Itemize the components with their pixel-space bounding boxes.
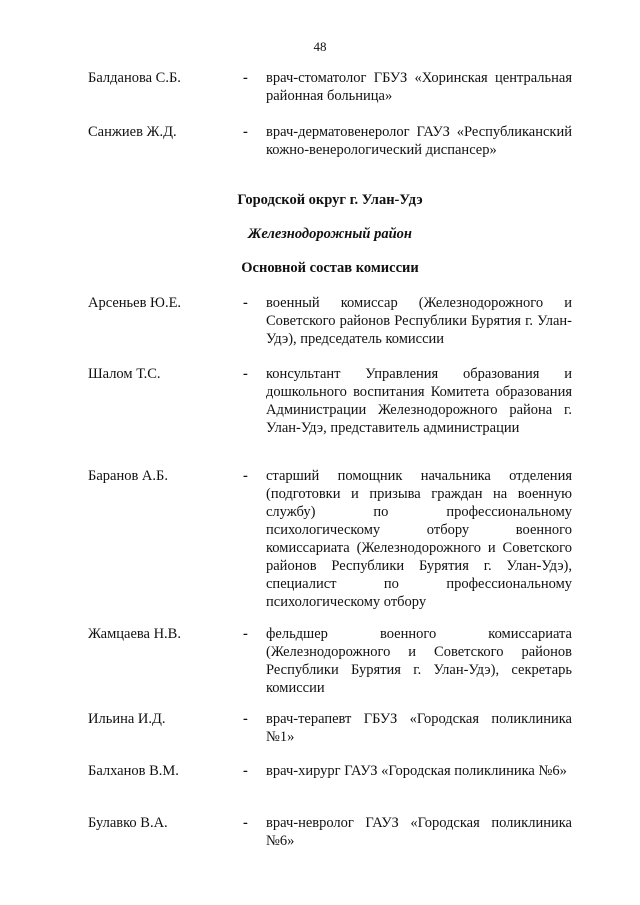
member-name: Ильина И.Д. [88, 711, 166, 727]
composition-heading: Основной состав комиссии [241, 260, 419, 276]
member-name: Арсеньев Ю.Е. [88, 295, 182, 311]
member-dash: - [243, 763, 248, 779]
member-dash: - [243, 626, 248, 642]
member-name: Баранов А.Б. [88, 468, 168, 484]
member-description: старший помощник начальника отделения (подготовки и призыва граждан на военную службу) по профессиональному психологическому отбору военного комиссариата (Железнодорожного и Советского районов Республики Бурятия г. Улан-Удэ), специалист по профессиональному психологическому отбору [266, 468, 572, 610]
member-dash: - [243, 124, 248, 140]
member-dash: - [243, 815, 248, 831]
member-dash: - [243, 468, 248, 484]
member-name: Шалом Т.С. [88, 366, 161, 382]
member-description: врач-терапевт ГБУЗ «Городская поликлиника №1» [266, 711, 572, 745]
district-heading: Городской округ г. Улан-Удэ [237, 192, 423, 208]
member-name: Балханов В.М. [88, 763, 179, 779]
member-description: военный комиссар (Железнодорожного и Советского районов Республики Бурятия г. Улан-Удэ), председатель комиссии [266, 295, 572, 347]
member-dash: - [243, 295, 248, 311]
subdistrict-heading: Железнодорожный район [248, 226, 412, 242]
member-description: врач-дерматовенеролог ГАУЗ «Республиканский кожно-венерологический диспансер» [266, 124, 572, 158]
member-name: Санжиев Ж.Д. [88, 124, 177, 140]
member-description: консультант Управления образования и дошкольного воспитания Комитета образования Администрации Железнодорожного района г. Улан-Удэ, представитель администрации [266, 366, 572, 436]
member-dash: - [243, 711, 248, 727]
member-description: врач-стоматолог ГБУЗ «Хоринская центральная районная больница» [266, 70, 572, 104]
page-number: 48 [313, 39, 327, 54]
member-name: Булавко В.А. [88, 815, 168, 831]
member-dash: - [243, 366, 248, 382]
member-dash: - [243, 70, 248, 86]
member-description: фельдшер военного комиссариата (Железнодорожного и Советского районов Республики Бурятия г. Улан-Удэ), секретарь комиссии [266, 626, 572, 696]
member-name: Жамцаева Н.В. [88, 626, 181, 642]
member-name: Балданова С.Б. [88, 70, 181, 86]
member-description: врач-невролог ГАУЗ «Городская поликлиника №6» [266, 815, 572, 849]
member-description: врач-хирург ГАУЗ «Городская поликлиника №6» [266, 763, 567, 779]
